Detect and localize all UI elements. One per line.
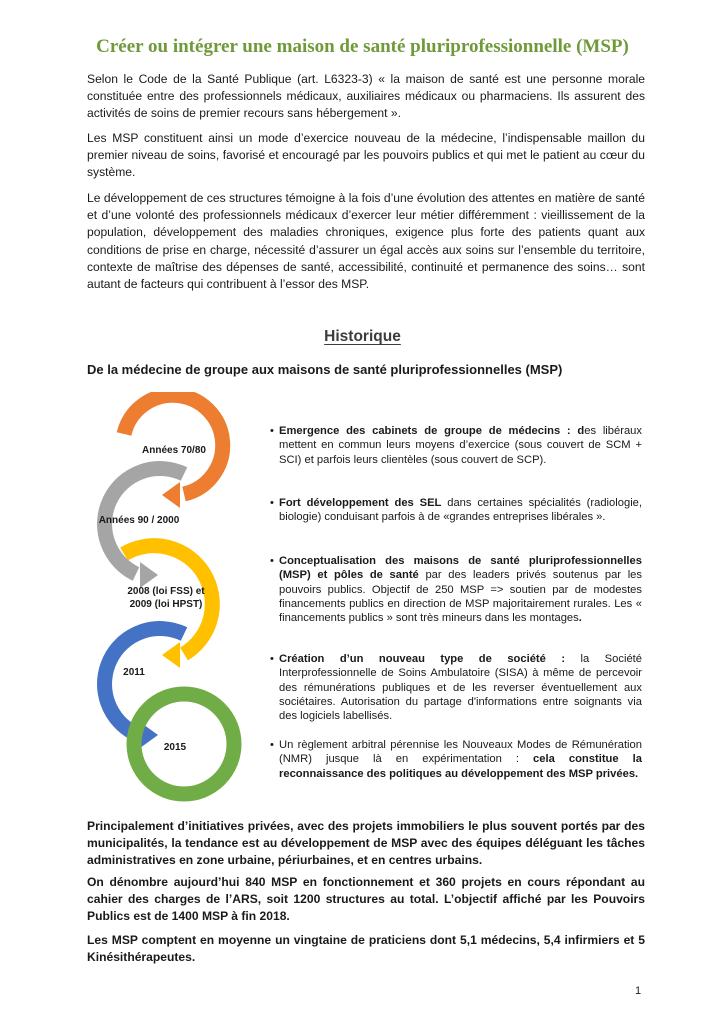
timeline-label-3: 2008 (loi FSS) et 2009 (loi HPST) [127, 586, 205, 610]
intro-paragraph-2: Les MSP constituent ainsi un mode d’exercice nouveau de la médecine, l’indispensable maillon du premier niveau de soins, favorisé et encouragé par les pouvoirs publics et qui met le patient au cœur du système. [87, 131, 645, 180]
conclusion-paragraph-2: On dénombre aujourd’hui 840 MSP en fonctionnement et 360 projets en cours répondant au cahier des charges de l’ARS, soit 1200 structures au total. L’objectif affiché par les Pouvoirs Publics est de 1400 MSP à fin 2018. [87, 875, 645, 924]
conclusion-paragraph-3: Les MSP comptent en moyenne un vingtaine de praticiens dont 5,1 médecins, 5,4 infirmiers et 5 Kinésithérapeutes. [87, 933, 645, 965]
timeline-diagram [80, 392, 250, 802]
intro-paragraph-1: Selon le Code de la Santé Publique (art. L6323-3) « la maison de santé est une personne morale constituée entre des professionnels médicaux, auxiliaires médicaux ou pharmaciens. Ils assurent des activités de soins de premier recours sans hébergement ». [87, 72, 645, 121]
timeline-bullet-1: • Emergence des cabinets de groupe de médecins : des libéraux mettent en commun leurs moyens d’exercice (sous couvert de SCM + SCI) et parfois leurs clientèles (sous couvert de SCP). [270, 425, 643, 466]
timeline-subheading: De la médecine de groupe aux maisons de santé pluriprofessionnelles (MSP) [87, 362, 563, 377]
page-title: Créer ou intégrer une maison de santé pluriprofessionnelle (MSP) [96, 36, 629, 57]
timeline-bullet-2: • Fort développement des SEL dans certaines spécialités (radiologie, biologie) conduisant parfois à de «grandes entreprises libérales ». [270, 497, 643, 524]
timeline-label-2: Années 90 / 2000 [98, 515, 180, 526]
page-number: 1 [635, 985, 642, 997]
timeline-ring-3-arrowhead [162, 642, 180, 668]
timeline-ring-2 [105, 469, 184, 588]
timeline-label-4: 2011 [123, 667, 145, 678]
conclusion-paragraph-1: Principalement d’initiatives privées, avec des projets immobiliers le plus souvent portés par des municipalités, la tendance est au développement de MSP avec des équipes déléguant les tâches administratives en zone urbaine, périurbaines, et en centres urbains. [87, 819, 645, 868]
timeline-ring-1-arrowhead [162, 482, 180, 508]
timeline-bullet-5: • Un règlement arbitral pérennise les Nouveaux Modes de Rémunération (NMR) jusque là en expérimentation : cela constitue la reconnaissance des politiques au développement des MSP privées. [270, 739, 642, 780]
timeline-label-1: Années 70/80 [142, 445, 206, 456]
intro-paragraph-3: Le développement de ces structures témoigne à la fois d’une évolution des attentes en matière de santé et d’une volonté des professionnels médicaux d’exercer leur métier différemment : vieillissement de la population, développement des maladies chroniques, exigence plus forte des patients quant aux conditions de prise en charge, nécessité d’assurer un égal accès aux soins sur l’ensemble du territoire, contexte de maîtrise des dépenses de santé, accessibilité, continuité et permanence des soins… sont autant de facteurs qui contribuent à l’essor des MSP. [87, 191, 645, 292]
timeline-label-5: 2015 [163, 742, 187, 753]
timeline-bullet-3: • Conceptualisation des maisons de santé pluriprofessionnelles (MSP) et pôles de santé par des leaders privés soutenus par les pouvoirs publics. Objectif de 250 MSP => soutien par de modestes financements publics en direction de MSP majoritairement rurales. Les « financements publics » sont très mineurs dans les montages. [270, 555, 642, 625]
section-heading-historique: Historique [324, 328, 401, 345]
timeline-bullet-4: • Création d’un nouveau type de société : la Société Interprofessionnelle de Soins Ambulatoire (SISA) à même de percevoir des rémunérations publiques et de les reverser éventuellement aux sociétaires. Autorisation du partage d'informations entre soignants via des logiciels labellisés. [270, 653, 642, 723]
